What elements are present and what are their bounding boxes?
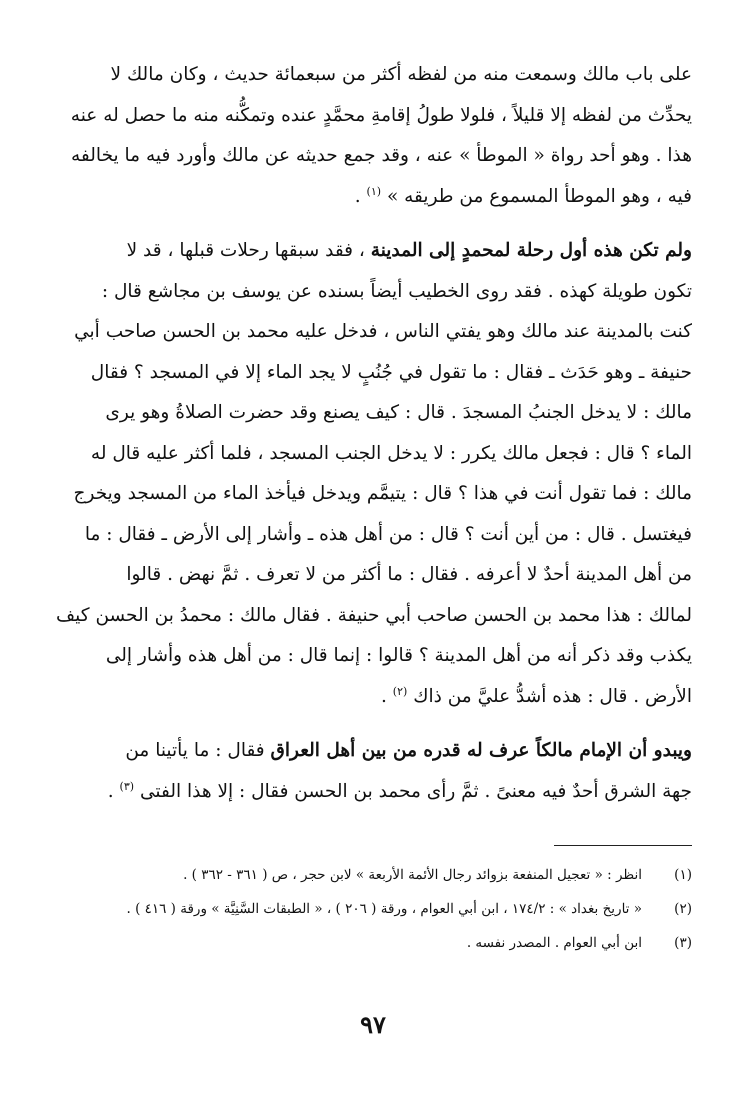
footnotes (56, 858, 692, 960)
text-line: لمالك : هذا محمد بن الحسن صاحب أبي حنيفة . فقال مالك : محمدُ بن الحسن كيف (56, 604, 692, 626)
paragraph-3 (56, 731, 692, 812)
text-line: مالك : لا يدخل الجنبُ المسجدَ . قال : كيف يصنع وقد حضرت الصلاةُ وهو يرى (105, 402, 692, 423)
footnote-3 (56, 926, 692, 960)
line-text: الأرض . قال : هذه أشدُّ عليَّ من ذاك (413, 685, 692, 707)
text-line: كنت بالمدينة عند مالك وهو يفتي الناس ، فدخل عليه محمد بن الحسن صاحب أبي (74, 321, 692, 342)
text-line: هذا . وهو أحد رواة « الموطأ » عنه ، وقد جمع حديثه عن مالك وأورد فيه ما يخالفه (71, 145, 692, 166)
paragraph-1 (56, 55, 692, 217)
text-line: من أهل المدينة أحدٌ لا أعرفه . فقال : ما أكثر من لا تعرف . ثمَّ نهض . قالوا (126, 564, 692, 585)
text-line: تكون طويلة كهذه . فقد روى الخطيب أيضاً بسنده عن يوسف بن مجاشع قال : (101, 280, 692, 302)
paragraph-lead: ولم تكن هذه أول رحلة لمحمدٍ إلى المدينة (370, 240, 692, 261)
text-line: يكذب وقد ذكر أنه من أهل المدينة ؟ قالوا : إنما قال : من أهل هذه وأشار إلى (105, 645, 692, 666)
text-line-last (56, 772, 692, 813)
paragraph-2 (56, 231, 692, 717)
footnote-text: ابن أبي العوام . المصدر نفسه . (466, 935, 642, 951)
main-text (56, 55, 692, 812)
footnote-2 (56, 892, 692, 926)
line-text: ، فقد سبقها رحلات قبلها ، قد لا (126, 240, 365, 261)
line-tail: . (354, 185, 367, 207)
footnote-1 (56, 858, 692, 892)
footnote-text: انظر : « تعجيل المنفعة بزوائد رجال الأئمة الأربعة » لابن حجر ، ص ( ٣٦١ - ٣٦٢ ) . (183, 867, 642, 883)
page-number: ٩٧ (360, 1010, 386, 1039)
paragraph-lead: ويبدو أن الإمام مالكاً عرف له قدره من بين أهل العراق (270, 740, 692, 761)
text-line: فيغتسل . قال : من أين أنت ؟ قال : من أهل هذه ـ وأشار إلى الأرض ـ فقال : ما (84, 523, 692, 545)
text-line-last (56, 677, 692, 718)
text-line (56, 731, 692, 772)
footnote-ref-2: (٢) (392, 684, 408, 698)
text-line: يحدِّث من لفظه إلا قليلاً ، فلولا طولُ إقامةِ محمَّدٍ عنده وتمكُّنه منه ما حصل له عنه (70, 104, 692, 126)
text-line: الماء ؟ قال : فجعل مالك يكرر : لا يدخل الجنب المسجد ، فلما أكثر عليه قال له (90, 442, 692, 464)
line-text: فقال : ما يأتينا من (125, 740, 265, 761)
text-line (56, 231, 692, 272)
footnote-number: (٣) (674, 935, 692, 951)
footnote-text: « تاريخ بغداد » : ١٧٤/٢ ، ابن أبي العوام ، ورقة ( ٢٠٦ ) ، « الطبقات السَّنِيَّة » ورقة ( ٤١٦ ) . (126, 901, 642, 917)
text-line: حنيفة ـ وهو حَدَث ـ فقال : ما تقول في جُنُبٍ لا يجد الماء إلا في المسجد ؟ فقال (90, 361, 692, 383)
text-line-last (56, 177, 692, 218)
line-tail: . (381, 685, 393, 707)
footnote-ref-1: (١) (366, 184, 382, 198)
footnote-number: (١) (674, 867, 692, 883)
footnote-ref-3: (٣) (119, 779, 135, 793)
text-line: على باب مالك وسمعت منه من لفظه أكثر من سبعمائة حديث ، وكان مالك لا (110, 64, 692, 85)
line-tail: . (107, 780, 120, 802)
line-text: جهة الشرق أحدٌ فيه معنىً . ثمَّ رأى محمد بن الحسن فقال : إلا هذا الفتى (139, 780, 692, 802)
footnote-separator (554, 845, 692, 846)
line-text: فيه ، وهو الموطأ المسموع من طريقه » (386, 185, 692, 207)
text-line: مالك : فما تقول أنت في هذا ؟ قال : يتيمَّم ويدخل فيأخذ الماء من المسجد ويخرج (73, 483, 692, 504)
footnote-number: (٢) (674, 901, 692, 917)
